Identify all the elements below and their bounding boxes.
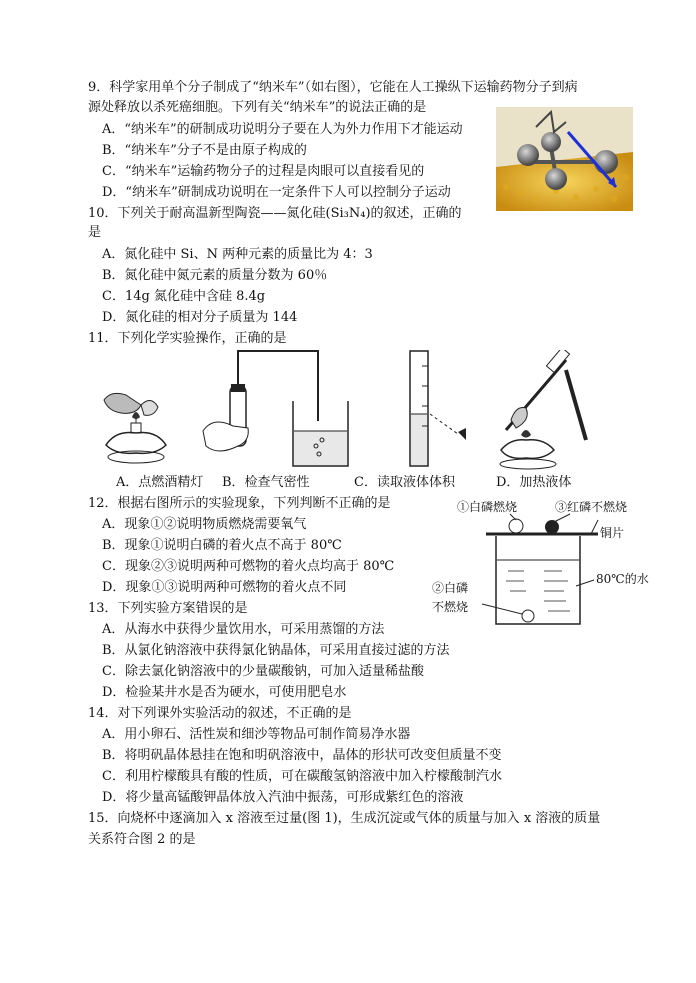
figure-alcohol-lamp-lighting	[96, 385, 176, 467]
q12-option-c: C．现象②③说明两种可燃物的着火点均高于 80℃	[102, 559, 395, 574]
q12-label-copper-sheet: 铜片	[600, 526, 625, 540]
figure-heating-liquid	[486, 350, 596, 470]
figure-air-tightness-check	[198, 346, 358, 471]
q12-label-white-phosphorus-burns: ①白磷燃烧	[457, 500, 518, 514]
q11-caption-b: B．检查气密性	[222, 475, 310, 490]
q13-stem: 13．下列实验方案错误的是	[88, 601, 248, 616]
figure-reading-volume	[400, 346, 480, 471]
q11-stem: 11．下列化学实验操作，正确的是	[88, 331, 287, 346]
q14-option-b: B．将明矾晶体悬挂在饱和明矾溶液中，晶体的形状可改变但质量不变	[102, 748, 502, 763]
q10-option-b: B．氮化硅中氮元素的质量分数为 60％	[102, 268, 328, 283]
q12-label-red-phosphorus-no-burn: ③红磷不燃烧	[555, 500, 628, 514]
q12-option-b: B．现象①说明白磷的着火点不高于 80℃	[102, 538, 342, 553]
q12-label-white-phosphorus-2b: 不燃烧	[432, 600, 469, 614]
q10-option-d: D．氮化硅的相对分子质量为 144	[102, 310, 298, 325]
q9-stem-line2: 源处释放以杀死癌细胞。下列有关“纳米车”的说法正确的是	[88, 100, 427, 115]
q12-label-white-phosphorus-2a: ②白磷	[432, 581, 469, 595]
q14-option-c: C．利用柠檬酸具有酸的性质，可在碳酸氢钠溶液中加入柠檬酸制汽水	[102, 769, 502, 784]
q13-option-c: C．除去氯化钠溶液中的少量碳酸钠，可加入适量稀盐酸	[102, 664, 424, 679]
q14-option-d: D．将少量高锰酸钾晶体放入汽油中振荡，可形成紫红色的溶液	[102, 790, 464, 805]
q11-caption-c: C．读取液体体积	[354, 475, 455, 490]
q10-option-a: A．氮化硅中 Si、N 两种元素的质量比为 4：3	[102, 247, 373, 262]
q14-stem: 14．对下列课外实验活动的叙述，不正确的是	[88, 706, 352, 721]
combustion-experiment-figure	[448, 496, 648, 631]
q10-stem-line2: 是	[88, 225, 102, 240]
q10-option-c: C．14g 氮化硅中含硅 8.4g	[102, 289, 266, 304]
q13-option-d: D．检验某井水是否为硬水，可使用肥皂水	[102, 685, 347, 700]
q9-option-d: D．“纳米车”研制成功说明在一定条件下人可以控制分子运动	[102, 185, 451, 200]
q15-stem-line1: 15．向烧杯中逐滴加入 x 溶液至过量(图 1)，生成沉淀或气体的质量与加入 x 溶液的质量	[88, 811, 601, 826]
q9-option-a: A．“纳米车”的研制成功说明分子要在人为外力作用下才能运动	[102, 122, 463, 137]
q12-stem: 12．根据右图所示的实验现象，下列判断不正确的是	[88, 496, 391, 511]
q9-option-c: C．“纳米车”运输药物分子的过程是肉眼可以直接看见的	[102, 164, 425, 179]
q12-option-d: D．现象①③说明两种可燃物的着火点不同	[102, 580, 347, 595]
q12-label-water: 80℃的水	[596, 572, 649, 586]
q15-stem-line2: 关系符合图 2 的是	[88, 832, 196, 847]
q9-option-b: B．“纳米车”分子不是由原子构成的	[102, 143, 307, 158]
q12-option-a: A．现象①②说明物质燃烧需要氧气	[102, 517, 307, 532]
q9-stem-line1: 9．科学家用单个分子制成了“纳米车”（如右图），它能在人工操纵下运输药物分子到病	[88, 80, 578, 95]
q13-option-a: A．从海水中获得少量饮用水，可采用蒸馏的方法	[102, 622, 385, 637]
q14-option-a: A．用小卵石、活性炭和细沙等物品可制作简易净水器	[102, 727, 411, 742]
q10-stem-line1: 10．下列关于耐高温新型陶瓷——氮化硅(Si₃N₄)的叙述，正确的	[88, 206, 462, 221]
nanocar-image	[496, 107, 633, 211]
q13-option-b: B．从氯化钠溶液中获得氯化钠晶体，可采用直接过滤的方法	[102, 643, 450, 658]
q11-caption-a: A．点燃酒精灯	[116, 475, 204, 490]
q11-caption-d: D．加热液体	[496, 475, 572, 490]
